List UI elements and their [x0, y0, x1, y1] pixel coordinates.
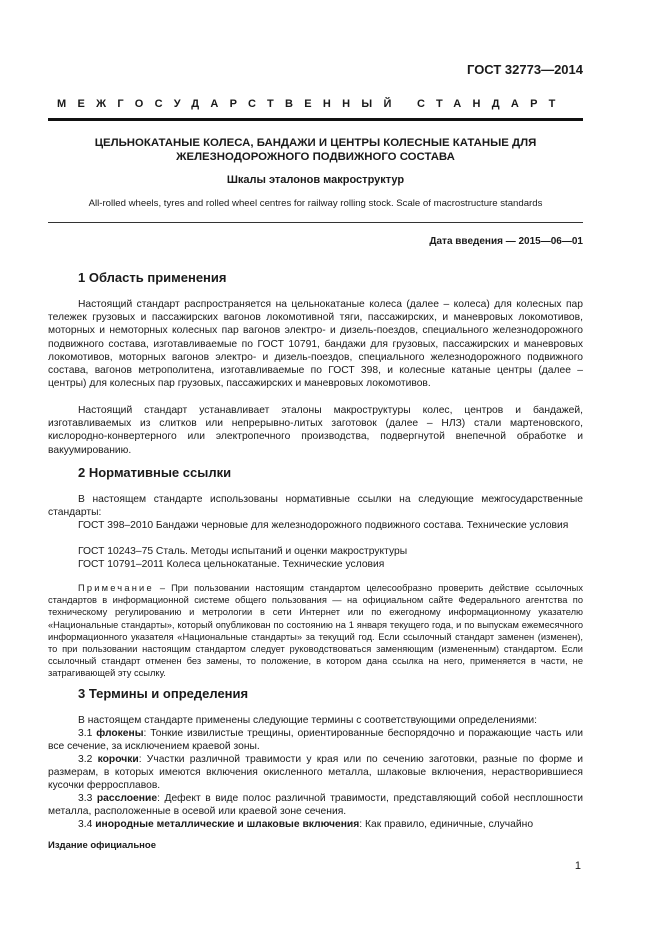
reference-gost-398: ГОСТ 398–2010 Бандажи черновые для железнодорожного подвижного состава. Технические условия	[78, 520, 569, 531]
header-rule	[48, 118, 583, 121]
note-block: Примечание – При пользовании настоящим стандартом целесообразно проверить действие ссылочных стандартов в информационной системе общего пользования — на официальном сайте Федерального агентства по техническому регулированию и метрологии в сети Интернет или по ежегодному информационному указателю «Национальные стандарты», который опубликован по состоянию на 1 января текущего года, и по выпускам ежемесячного информационного указателя «Национальные стандарты» за текущий год. Если ссылочный стандарт заменен (изменен), то при пользовании настоящим стандартом следует руководствоваться заменяющим (измененным) стандартом. Если ссылочный стандарт отменен без замены, то положение, в котором дана ссылка на него, применяется в части, не затрагивающей эту ссылку.	[48, 583, 583, 679]
standard-banner: МЕЖГОСУДАРСТВЕННЫЙ СТАНДАРТ	[57, 98, 567, 110]
document-subtitle: Шкалы эталонов макроструктур	[226, 174, 405, 186]
note-label: Примечание	[78, 583, 154, 593]
term-3-1: 3.1 флокены: Тонкие извилистые трещины, ориентированные беспорядочно и поражающие часть или все сечение, за исключением краевой зоны.	[48, 728, 583, 753]
reference-gost-10243: ГОСТ 10243–75 Сталь. Методы испытаний и оценки макроструктуры	[78, 546, 408, 557]
section-3-intro: В настоящем стандарте применены следующие термины с соответствующими определениями:	[78, 715, 538, 726]
document-title-line-2: ЖЕЛЕЗНОДОРОЖНОГО ПОДВИЖНОГО СОСТАВА	[176, 151, 455, 163]
section-3-heading: 3 Термины и определения	[78, 686, 249, 701]
term-3-2: 3.2 корочки: Участки различной травимости у края или по сечению заготовки, разные по форме и размерам, в которых имеются включения окисленного металла, шлаковые включения, нерастворившиеся кусочки ферросплавов.	[48, 754, 583, 792]
section-2-intro: В настоящем стандарте использованы нормативные ссылки на следующие межгосударственные стандарты:	[48, 494, 583, 519]
section-1-paragraph-1: Настоящий стандарт распространяется на цельнокатаные колеса (далее – колеса) для колесных пар тележек грузовых и пассажирских вагонов локомотивной тяги, пассажирских, и маневровых локомотивов, моторных и немоторных колесных пар вагонов электро- и дизель-поездов, специального железнодорожного подвижного состава, изготавливаемые по ГОСТ 10791, бандажи для грузовых, пассажирских и маневровых локомотивов, моторных вагонов электро- и дизель-поездов, специального железнодорожного подвижного состава, вагонов метрополитена, изготавливаемые по ГОСТ 398, и колесные катаные центры (далее – центры) для колесных пар грузовых, пассажирских и маневровых локомотивов.	[48, 299, 583, 390]
term-3-4: 3.4 инородные металлические и шлаковые включения: Как правило, единичные, случайно	[78, 819, 534, 830]
official-edition-label: Издание официальное	[48, 840, 156, 851]
section-2-heading: 2 Нормативные ссылки	[78, 465, 232, 480]
effective-date: Дата введения — 2015—06—01	[429, 236, 583, 247]
section-1-paragraph-2: Настоящий стандарт устанавливает эталоны макроструктуры колес, центров и бандажей, изготавливаемых из слитков или непрерывно-литых заготовок (далее – НЛЗ) стали мартеновского, кислородно-конвертерного или электропечного производства, подвергнутой внепечной обработке и вакуумированию.	[48, 405, 583, 456]
reference-gost-10791: ГОСТ 10791–2011 Колеса цельнокатаные. Технические условия	[78, 559, 385, 570]
section-1-heading: 1 Область применения	[78, 270, 227, 285]
document-title-english: All-rolled wheels, tyres and rolled wheel centres for railway rolling stock. Scale of macrostructure standards	[88, 198, 543, 209]
document-title-line-1: ЦЕЛЬНОКАТАНЫЕ КОЛЕСА, БАНДАЖИ И ЦЕНТРЫ КОЛЕСНЫЕ КАТАНЫЕ ДЛЯ	[94, 137, 537, 149]
page-number: 1	[574, 860, 581, 872]
gost-code: ГОСТ 32773—2014	[467, 62, 583, 77]
title-rule	[48, 222, 583, 223]
term-3-3: 3.3 расслоение: Дефект в виде полос различной травимости, представляющий собой несплошности металла, расположенные в осевой или краевой зоне сечения.	[48, 793, 583, 818]
